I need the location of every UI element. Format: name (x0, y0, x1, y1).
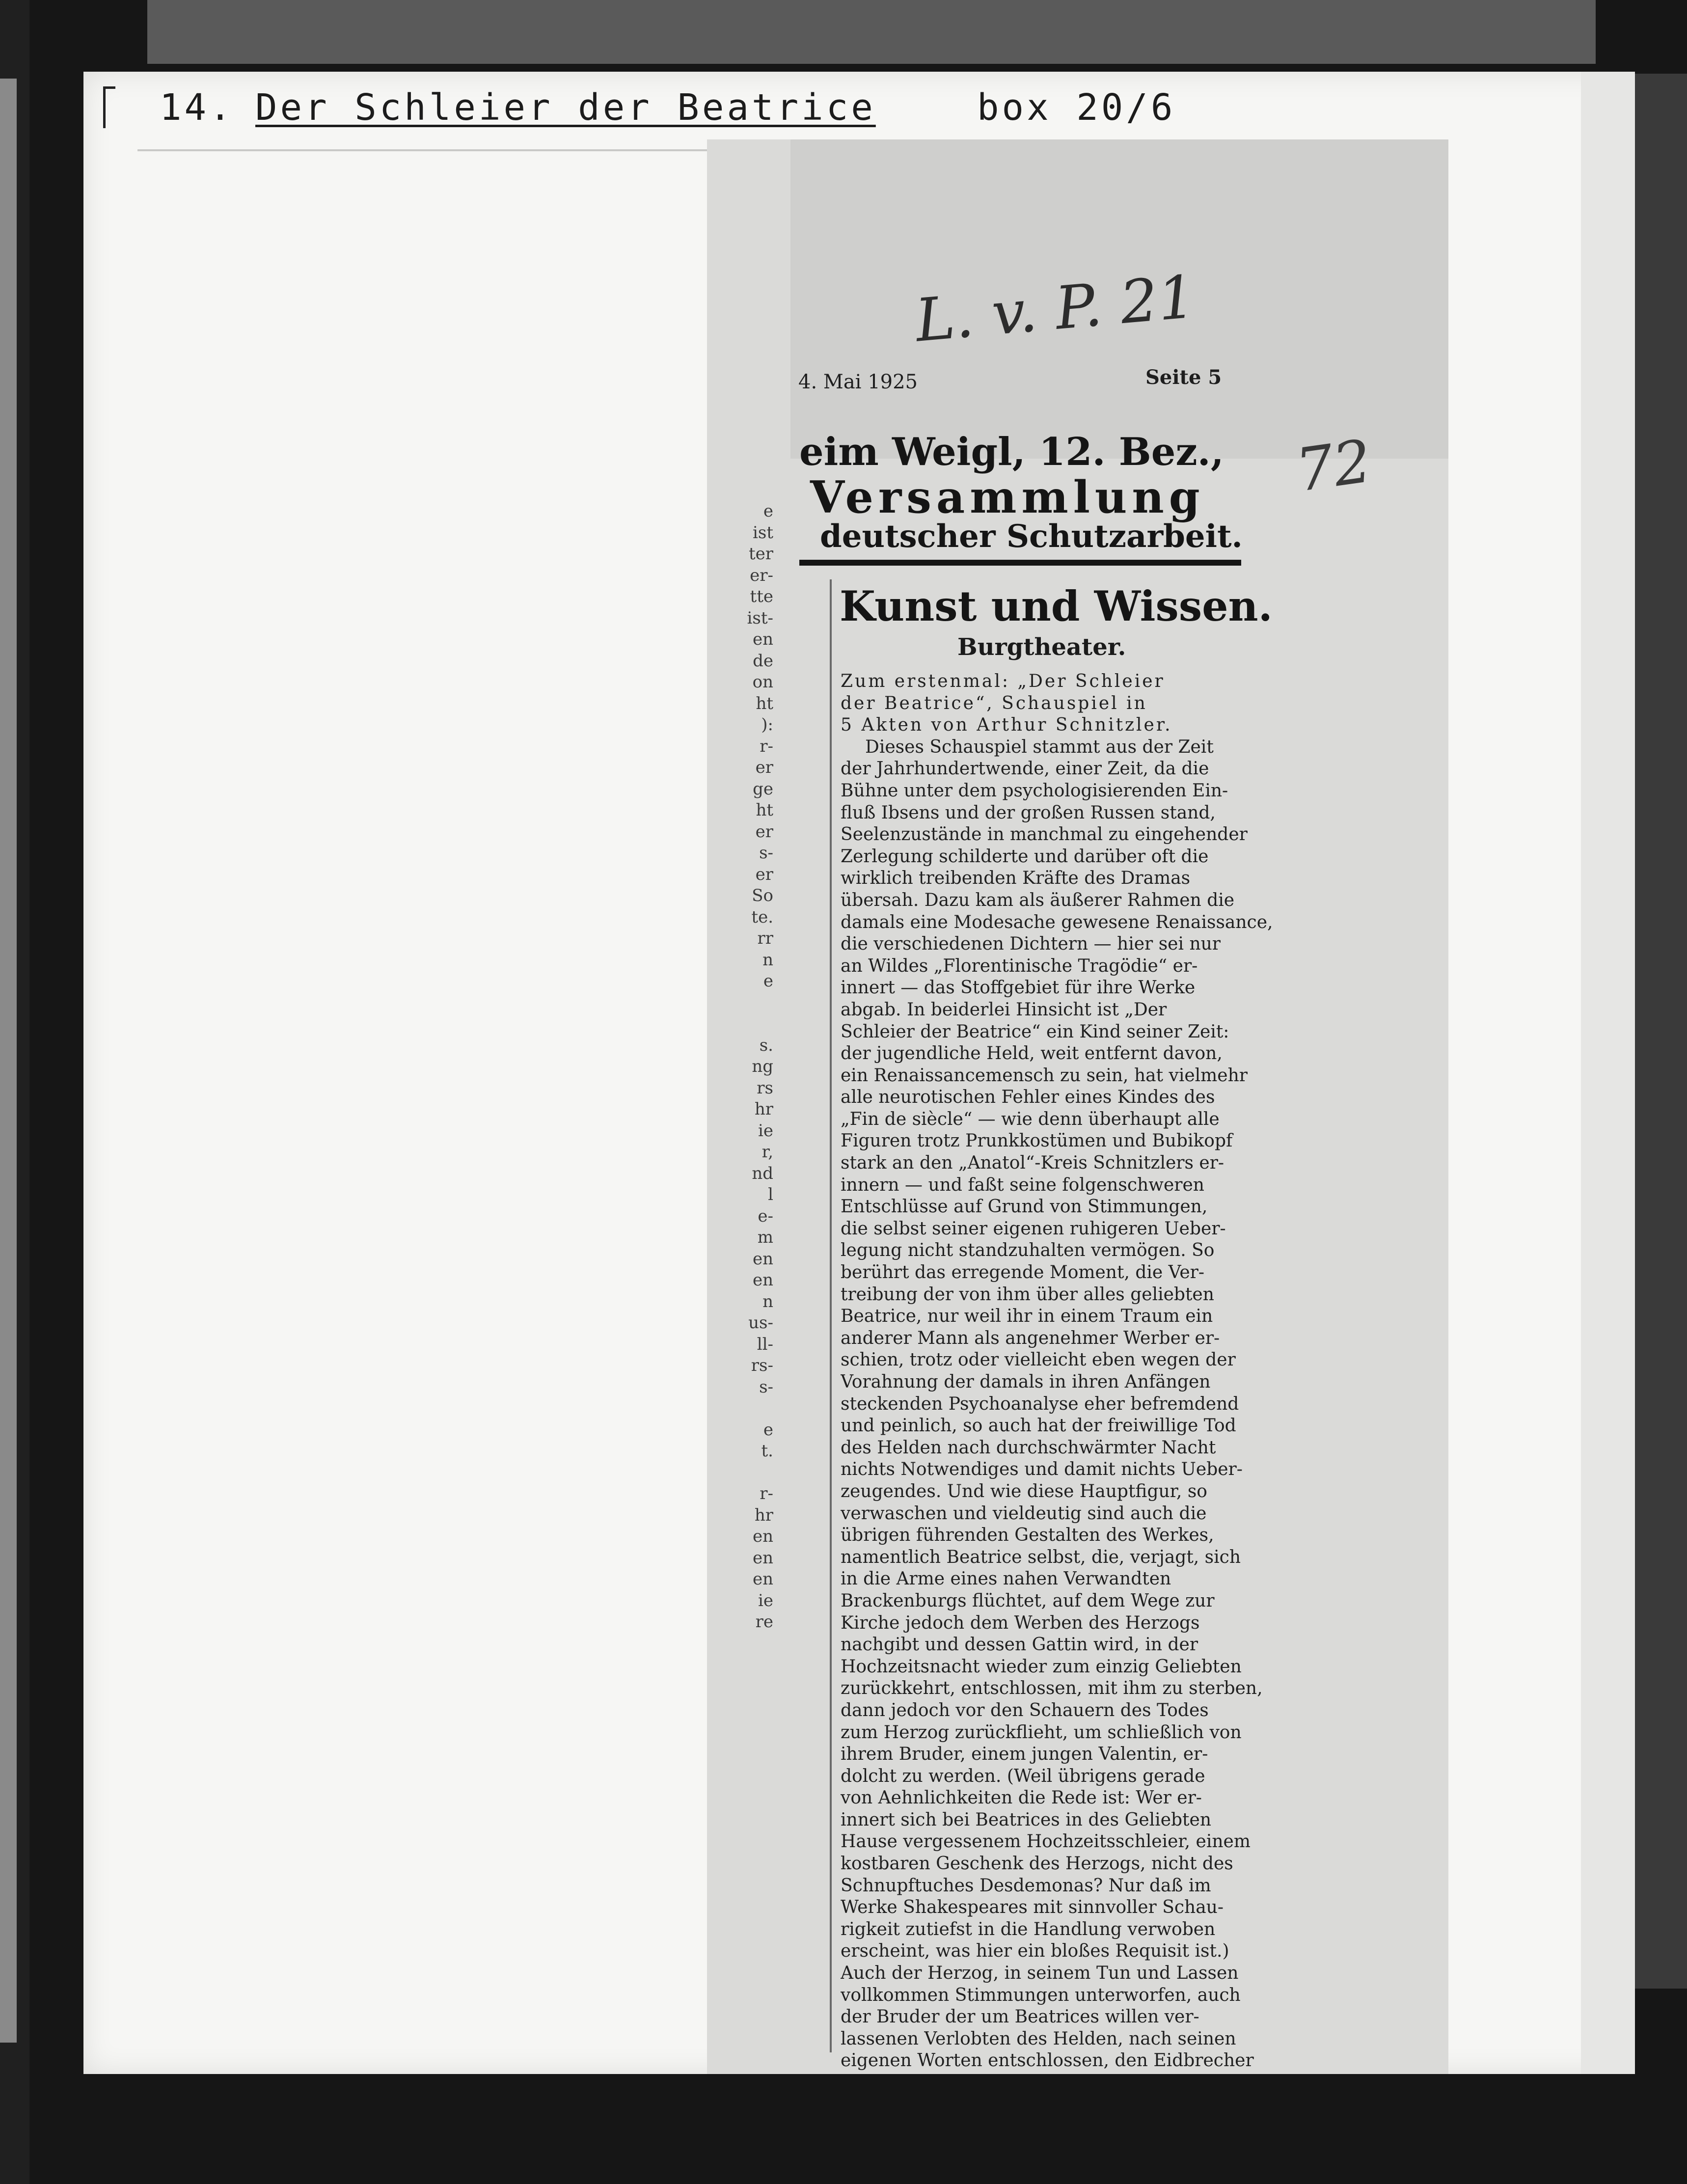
fragment-line: de (753, 651, 773, 671)
newspaper-date: 4. Mai 1925 (798, 371, 918, 393)
fragment-line: ie (758, 1120, 773, 1141)
article-line: nichts Notwendiges und damit nichts Ueber- (841, 1459, 1243, 1480)
article-line: und peinlich, so auch hat der freiwillige Tod (841, 1416, 1236, 1436)
article-line: der Beatrice“, Schauspiel in (841, 693, 1147, 713)
article-line: namentlich Beatrice selbst, die, verjagt, sich (841, 1547, 1241, 1567)
article-line: Auch der Herzog, in seinem Tun und Lassen (841, 1963, 1239, 1984)
article-line: Schnupftuches Desdemonas? Nur daß im (841, 1875, 1211, 1896)
sheet-right-band (1581, 72, 1635, 2074)
fragment-line: en (752, 1569, 773, 1589)
notice-rule (799, 560, 1241, 566)
fragment-line: en (752, 1249, 773, 1269)
fragment-line: l (768, 1185, 773, 1204)
article-line: innert — das Stoffgebiet für ihre Werke (841, 978, 1196, 998)
fragment-line: er- (750, 565, 773, 585)
article-line: Schleier der Beatrice“ ein Kind seiner Zeit: (841, 1021, 1229, 1042)
article-line: stark an den „Anatol“-Kreis Schnitzlers er- (841, 1153, 1224, 1174)
article-line: rigkeit zutiefst in die Handlung verwoben (841, 1919, 1216, 1939)
article-line: 5 Akten von Arthur Schnitzler. (841, 715, 1172, 736)
fragment-line: n (762, 1291, 773, 1311)
article-line: verwaschen und vieldeutig sind auch die (841, 1503, 1207, 1524)
fragment-line: ie (758, 1590, 773, 1611)
article-line: Hochzeitsnacht wieder zum einzig Geliebten (841, 1656, 1242, 1677)
fragment-line: rr (757, 928, 773, 948)
theater-heading: Burgtheater. (957, 633, 1126, 661)
item-number: 14. (160, 86, 234, 129)
article-line: wirklich treibenden Kräfte des Dramas (841, 868, 1191, 889)
fragment-line: te. (751, 907, 773, 927)
article-line: Figuren trotz Prunkkostümen und Bubikopf (841, 1131, 1233, 1151)
article-line: lassenen Verlobten des Helden, nach seinen (841, 2028, 1236, 2049)
article-line: übersah. Dazu kam als äußerer Rahmen die (841, 890, 1235, 910)
fragment-line: n (762, 950, 773, 970)
fragment-line (707, 1462, 773, 1484)
fragment-line: en (752, 1270, 773, 1290)
article-line: kostbaren Geschenk des Herzogs, nicht des (841, 1854, 1233, 1874)
article-line: Brackenburgs flüchtet, auf dem Wege zur (841, 1590, 1215, 1611)
fragment-line: s- (759, 843, 773, 863)
article-line: nachgibt und dessen Gattin wird, in der (841, 1635, 1198, 1655)
section-heading: Kunst und Wissen. (840, 582, 1273, 630)
article-line: der Bruder der um Beatrices willen ver- (841, 2007, 1199, 2027)
article-line: innern — und faßt seine folgenschweren (841, 1174, 1204, 1195)
item-title: Der Schleier der Beatrice (255, 86, 876, 129)
fragment-line: ): (761, 715, 773, 735)
fragment-line (707, 992, 773, 1014)
article-line: dann jedoch vor den Schauern des Todes (841, 1700, 1209, 1720)
article-line: Zum erstenmal: „Der Schleier (841, 671, 1165, 691)
fragment-line: ht (756, 693, 773, 713)
fragment-line: nd (752, 1163, 773, 1183)
article-line: zum Herzog zurückflieht, um schließlich von (841, 1722, 1242, 1743)
article-line: alle neurotischen Fehler eines Kindes des (841, 1087, 1215, 1108)
fragment-line: ng (752, 1057, 773, 1076)
article-line: die selbst seiner eigenen ruhigeren Ueber- (841, 1218, 1226, 1239)
article-line: eigenen Worten entschlossen, den Eidbrecher (841, 2050, 1254, 2071)
article-line: Bühne unter dem psychologisierenden Ein- (841, 780, 1228, 801)
article-line: schien, trotz oder vielleicht eben wegen der (841, 1350, 1236, 1370)
fragment-line: er (755, 821, 773, 842)
article-line: „Fin de siècle“ — wie denn überhaupt alle (841, 1109, 1220, 1129)
notice-line-3: deutscher Schutzarbeit. (820, 518, 1243, 555)
article-line: der Jahrhundertwende, einer Zeit, da die (841, 759, 1209, 779)
article-line: ein Renaissancemensch zu sein, hat vielmehr (841, 1065, 1248, 1086)
article-line: erscheint, was hier ein bloßes Requisit ist.) (841, 1941, 1229, 1962)
fragment-line: ist- (747, 608, 773, 628)
adjacent-sheet-edge (0, 79, 17, 2043)
fragment-line: r, (762, 1142, 773, 1162)
fragment-line: So (752, 886, 773, 905)
corner-bracket (103, 86, 115, 128)
fragment-line (707, 1013, 773, 1035)
fragment-line: us- (748, 1313, 773, 1333)
previous-column-fragment (707, 501, 773, 2038)
article-line: an Wildes „Florentinische Tragödie“ er- (841, 956, 1198, 976)
notice-line-1: eim Weigl, 12. Bez., (799, 430, 1224, 474)
article-line: zurückkehrt, entschlossen, mit ihm zu sterben, (841, 1678, 1263, 1699)
newspaper-page: Seite 5 (1145, 366, 1222, 389)
scan-border-top (147, 0, 1596, 64)
fragment-line: t. (761, 1441, 773, 1461)
fragment-line (707, 1654, 773, 1676)
fragment-line: ter (748, 544, 773, 564)
fragment-line: hr (754, 1505, 773, 1525)
fragment-line: s. (759, 1035, 773, 1055)
fragment-line: er (755, 864, 773, 884)
fragment-line: ht (756, 800, 773, 820)
article-line: Vorahnung der damals in ihren Anfängen (841, 1372, 1211, 1392)
article-line: Seelenzustände in manchmal zu eingehender (841, 824, 1248, 845)
fragment-line: e (763, 1420, 773, 1440)
article-line: übrigen führenden Gestalten des Werkes, (841, 1525, 1214, 1546)
fragment-line: en (752, 1527, 773, 1546)
article-line: damals eine Modesache gewesene Renaissance, (841, 912, 1273, 932)
article-line: ihrem Bruder, einem jungen Valentin, er- (841, 1744, 1208, 1765)
article-line: von Aehnlichkeiten die Rede ist: Wer er- (841, 1788, 1202, 1808)
fragment-line: er (755, 758, 773, 777)
fragment-line: r- (760, 736, 773, 756)
article-line: Entschlüsse auf Grund von Stimmungen, (841, 1197, 1208, 1217)
article-line: des Helden nach durchschwärmter Nacht (841, 1437, 1216, 1458)
fragment-line: s- (759, 1377, 773, 1397)
article-line: fluß Ibsens und der großen Russen stand, (841, 802, 1216, 823)
article-line: legung nicht standzuhalten vermögen. So (841, 1240, 1215, 1261)
fragment-line: en (752, 629, 773, 649)
article-line: zeugendes. Und wie diese Hauptfigur, so (841, 1481, 1207, 1502)
article-line: Werke Shakespeares mit sinnvoller Schau- (841, 1897, 1224, 1918)
fragment-line: rs- (751, 1356, 773, 1375)
fragment-line: ist (753, 522, 773, 543)
fragment-line: e- (758, 1206, 773, 1226)
fragment-line: on (752, 672, 773, 692)
article-line: Zerlegung schilderte und darüber oft die (841, 846, 1209, 867)
article-line: steckenden Psychoanalyse eher befremdend (841, 1393, 1239, 1414)
fragment-line (707, 1633, 773, 1655)
article-line: die verschiedenen Dichtern — hier sei nur (841, 934, 1221, 955)
fragment-line: ll- (757, 1334, 773, 1354)
article-line: treibung der von ihm über alles geliebten (841, 1284, 1214, 1305)
fragment-line: m (757, 1228, 773, 1247)
fragment-line: re (755, 1612, 773, 1632)
column-divider (830, 579, 832, 2052)
fragment-line: hr (754, 1099, 773, 1119)
article-line: berührt das erregende Moment, die Ver- (841, 1262, 1205, 1283)
article-line: Hause vergessenem Hochzeitsschleier, einem (841, 1831, 1251, 1852)
fragment-line: r- (760, 1484, 773, 1503)
review-article (841, 671, 1273, 2072)
fragment-line: ge (753, 779, 773, 799)
article-line: Beatrice, nur weil ihr in einem Traum ein (841, 1306, 1213, 1327)
article-line: anderer Mann als angenehmer Werber er- (841, 1328, 1220, 1348)
fragment-line: e (763, 971, 773, 991)
article-line: der jugendliche Held, weit entfernt davon, (841, 1043, 1223, 1064)
article-line: Dieses Schauspiel stammt aus der Zeit (865, 737, 1214, 757)
article-line: in die Arme eines nahen Verwandten (841, 1569, 1171, 1589)
notice-line-2: Versammlung (810, 471, 1205, 523)
fragment-line: en (752, 1548, 773, 1568)
box-label: box 20/6 (977, 86, 1176, 129)
fragment-line: e (763, 501, 773, 521)
article-line: abgab. In beiderlei Hinsicht ist „Der (841, 999, 1167, 1020)
fragment-line: rs (757, 1078, 773, 1098)
article-line: dolcht zu werden. (Weil übrigens gerade (841, 1766, 1205, 1786)
handwritten-number: 72 (1292, 427, 1376, 505)
handwritten-annotation: L. v. P. 21 (913, 263, 1198, 355)
fragment-line: tte (750, 587, 773, 606)
article-line: vollkommen Stimmungen unterworfen, auch (841, 1985, 1241, 2005)
fragment-line (707, 1398, 773, 1420)
article-line: Kirche jedoch dem Werben des Herzogs (841, 1612, 1200, 1633)
article-line: innert sich bei Beatrices in des Geliebten (841, 1809, 1211, 1830)
